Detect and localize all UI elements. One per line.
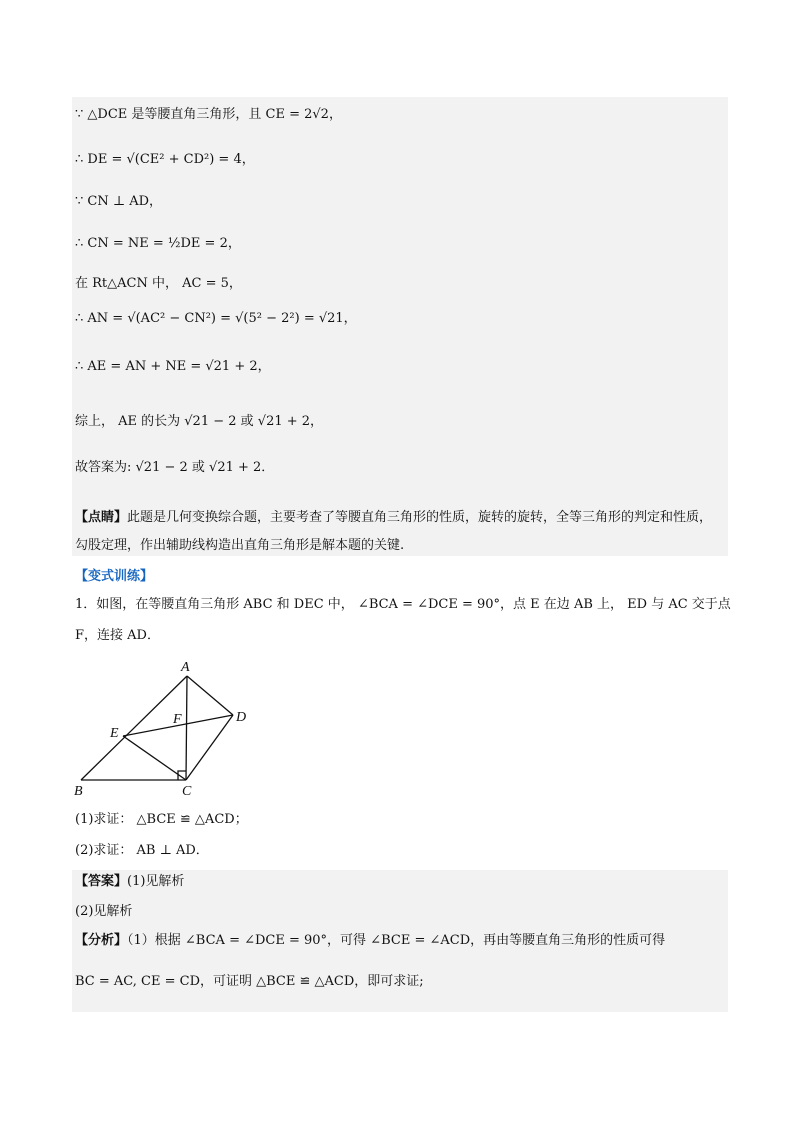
solution-line-3: ∵ CN ⊥ AD， bbox=[75, 194, 163, 209]
solution-line-2: ∴ DE = √(CE² + CD²) = 4， bbox=[75, 152, 255, 167]
segment-AB bbox=[81, 676, 187, 780]
segment-AC bbox=[186, 676, 187, 780]
label-E: E bbox=[110, 726, 119, 741]
solution-line-7: ∴ AE = AN + NE = √21 + 2， bbox=[75, 359, 271, 374]
label-C: C bbox=[182, 784, 192, 799]
segment-EC bbox=[123, 736, 186, 780]
solution-line-1: ∵ △DCE 是等腰直角三角形，且 CE = 2√2， bbox=[75, 107, 342, 122]
solution-line-4: ∴ CN = NE = ½DE = 2， bbox=[75, 236, 241, 251]
solution-line-6: ∴ AN = √(AC² − CN²) = √(5² − 2²) = √21， bbox=[75, 311, 357, 326]
label-A: A bbox=[181, 660, 190, 675]
answer-1: (1)见解析 bbox=[127, 874, 185, 889]
answer-tag: 【答案】 bbox=[75, 874, 128, 889]
segment-CD bbox=[186, 715, 233, 780]
solution-line-9: 故答案为: √21 − 2 或 √21 + 2． bbox=[75, 460, 275, 475]
label-D: D bbox=[236, 710, 247, 725]
variant-heading: 【变式训练】 bbox=[75, 569, 154, 584]
label-F: F bbox=[173, 712, 182, 727]
answer-2: (2)见解析 bbox=[75, 904, 133, 919]
dianjing-text: 此题是几何变换综合题，主要考查了等腰直角三角形的性质，旋转的旋转，全等三角形的判定和性质，勾股定理，作出辅助线构造出直角三角形是解本题的关键. bbox=[75, 510, 713, 553]
question-2: (2)求证： AB ⊥ AD． bbox=[75, 843, 209, 858]
problem-line-1: 1．如图，在等腰直角三角形 ABC 和 DEC 中， ∠BCA = ∠DCE = 90°，点 E 在边 AB 上， ED 与 AC 交于点 bbox=[75, 597, 731, 612]
analysis-text-1: （1）根据 ∠BCA = ∠DCE = 90°，可得 ∠BCE = ∠ACD，再由等腰直角三角形的性质可得 bbox=[127, 933, 666, 948]
solution-line-8: 综上， AE 的长为 √21 − 2 或 √21 + 2， bbox=[75, 414, 324, 429]
question-1: (1)求证： △BCE ≌ △ACD； bbox=[75, 812, 248, 827]
analysis-line-2: BC = AC, CE = CD，可证明 △BCE ≌ △ACD，即可求证; bbox=[75, 974, 424, 989]
analysis-line-1 bbox=[75, 932, 665, 950]
segment-AD bbox=[187, 676, 233, 715]
geometry-figure bbox=[70, 655, 260, 800]
answer-line-1 bbox=[75, 873, 184, 891]
label-B: B bbox=[74, 784, 83, 799]
problem-line-2: F，连接 AD． bbox=[75, 628, 160, 643]
dianjing-tag: 【点睛】 bbox=[75, 510, 128, 525]
analysis-tag: 【分析】 bbox=[75, 933, 128, 948]
dianjing-paragraph bbox=[75, 504, 725, 560]
solution-line-5: 在 Rt△ACN 中， AC = 5， bbox=[75, 276, 242, 291]
